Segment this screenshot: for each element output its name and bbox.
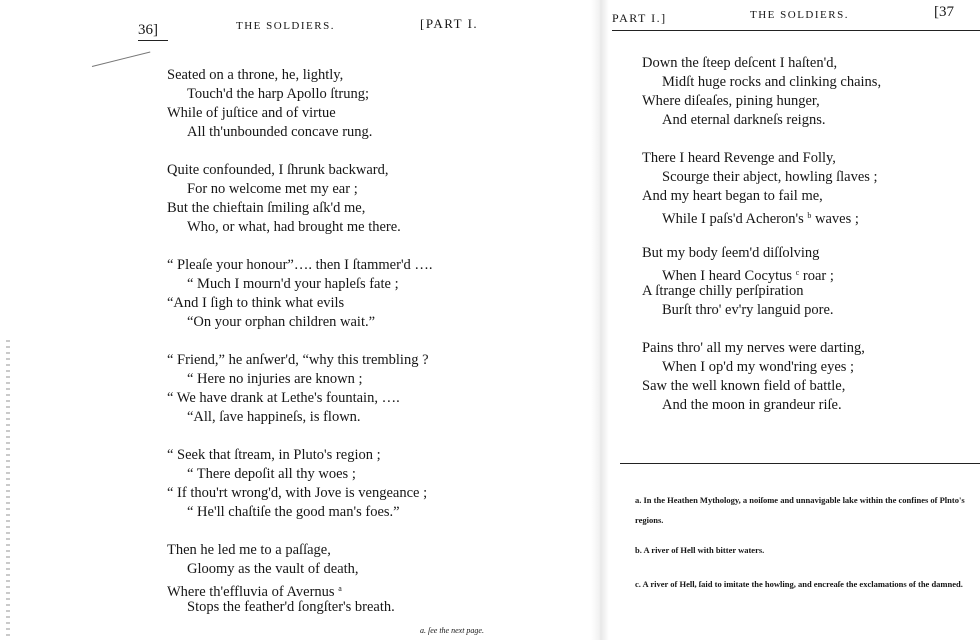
page-edge-marks (6, 340, 10, 640)
verse-line: Who, or what, had brought me there. (187, 219, 401, 235)
verse-line: Gloomy as the vault of death, (187, 561, 359, 577)
right-page-number: [37 (934, 4, 954, 20)
stanza (167, 161, 433, 237)
footnote-rule (620, 463, 980, 464)
footnote-marker: c (795, 268, 800, 277)
verse-line: And the moon in grandeur riſe. (662, 397, 842, 413)
stanza (642, 244, 881, 320)
footnote-a: a. In the Heathen Mythology, a noiſome and unnavigable lake within the confines of Plnto's regions. (635, 495, 965, 525)
verse-line: “And I ſigh to think what evils (167, 295, 345, 311)
stanza (642, 149, 881, 225)
verse-line: Scourge their abject, howling ſlaves ; (662, 169, 878, 185)
verse-line: “ Much I mourn'd your hapleſs fate ; (187, 276, 399, 292)
stanza (167, 66, 433, 142)
stanza (642, 339, 881, 415)
verse-line: Saw the well known field of battle, (642, 378, 846, 394)
verse-line: And my heart began to fail me, (642, 188, 823, 204)
left-part-label: [PART I. (420, 16, 479, 31)
verse-line: A ſtrange chilly perſpiration (642, 283, 804, 299)
verse-line: Stops the feather'd ſongſter's breath. (187, 599, 395, 615)
verse-line: “ We have drank at Lethe's fountain, …. (167, 390, 400, 406)
verse-line: But my body ſeem'd diſſolving (642, 245, 820, 261)
verse-line: While of juſtice and of virtue (167, 105, 336, 121)
left-verse (167, 66, 433, 617)
stanza (167, 446, 433, 522)
verse-line: Quite confounded, I ſhrunk backward, (167, 162, 389, 178)
verse-line: When I op'd my wond'ring eyes ; (662, 359, 855, 375)
verse-line-tail: roar ; (799, 268, 834, 284)
verse-line (642, 263, 881, 282)
footnote-marker: b (807, 211, 812, 220)
verse-line: “ Here no injuries are known ; (187, 371, 363, 387)
verse-line: Pains thro' all my nerves were darting, (642, 340, 865, 356)
verse-line: Midſt huge rocks and clinking chains, (662, 74, 882, 90)
verse-line: “All, ſave happineſs, is flown. (187, 409, 361, 425)
footnote-c: c. A river of Hell, ſaid to imitate the howling, and encreaſe the exclamations of the damned. (635, 579, 963, 589)
verse-line: Seated on a throne, he, lightly, (167, 67, 344, 83)
verse-line-text: Where th'effluvia of Avernus (167, 584, 335, 600)
left-running-title: THE SOLDIERS. (236, 20, 335, 32)
verse-line: There I heard Revenge and Folly, (642, 150, 836, 166)
see-next-page-note: a. ſee the next page. (420, 626, 484, 635)
stanza (167, 256, 433, 332)
verse-line: “ Seek that ſtream, in Pluto's region ; (167, 447, 381, 463)
right-header-rule (612, 30, 980, 31)
verse-line-text: While I paſs'd Acheron's (662, 211, 804, 227)
right-running-title: THE SOLDIERS. (750, 9, 849, 21)
stanza (167, 541, 433, 617)
verse-line: Where diſeaſes, pining hunger, (642, 93, 820, 109)
verse-line: “On your orphan children wait.” (187, 314, 376, 330)
verse-line: Down the ſteep deſcent I haſten'd, (642, 55, 838, 71)
verse-line: “ Pleaſe your honour”…. then I ſtammer'd …. (167, 257, 433, 273)
verse-line: For no welcome met my ear ; (187, 181, 358, 197)
verse-line: “ If thou'rt wrong'd, with Jove is vengeance ; (167, 485, 428, 501)
verse-line: And eternal darkneſs reigns. (662, 112, 826, 128)
right-part-label: PART I.] (612, 11, 667, 25)
verse-line: “ He'll chaſtiſe the good man's foes.” (187, 504, 400, 520)
verse-line: But the chieftain ſmiling aſk'd me, (167, 200, 366, 216)
verse-line-text: When I heard Cocytus (662, 268, 793, 284)
verse-line: Burſt thro' ev'ry languid pore. (662, 302, 834, 318)
footnote-b: b. A river of Hell with bitter waters. (635, 545, 765, 555)
verse-line: All th'unbounded concave rung. (187, 124, 373, 140)
left-header-rule (138, 40, 168, 41)
verse-line (642, 206, 881, 225)
stanza (642, 54, 881, 130)
stanza (167, 351, 433, 427)
left-page-number: 36] (138, 22, 158, 38)
stray-pen-mark (92, 51, 150, 66)
right-verse (642, 54, 881, 415)
verse-line: Then he led me to a paſſage, (167, 542, 331, 558)
verse-line: “ Friend,” he anſwer'd, “why this trembling ? (167, 352, 429, 368)
verse-line: “ There depoſit all thy woes ; (187, 466, 356, 482)
verse-line (167, 579, 433, 598)
verse-line-tail: waves ; (811, 211, 859, 227)
verse-line: Touch'd the harp Apollo ſtrung; (187, 86, 370, 102)
footnote-marker: a (338, 584, 342, 593)
